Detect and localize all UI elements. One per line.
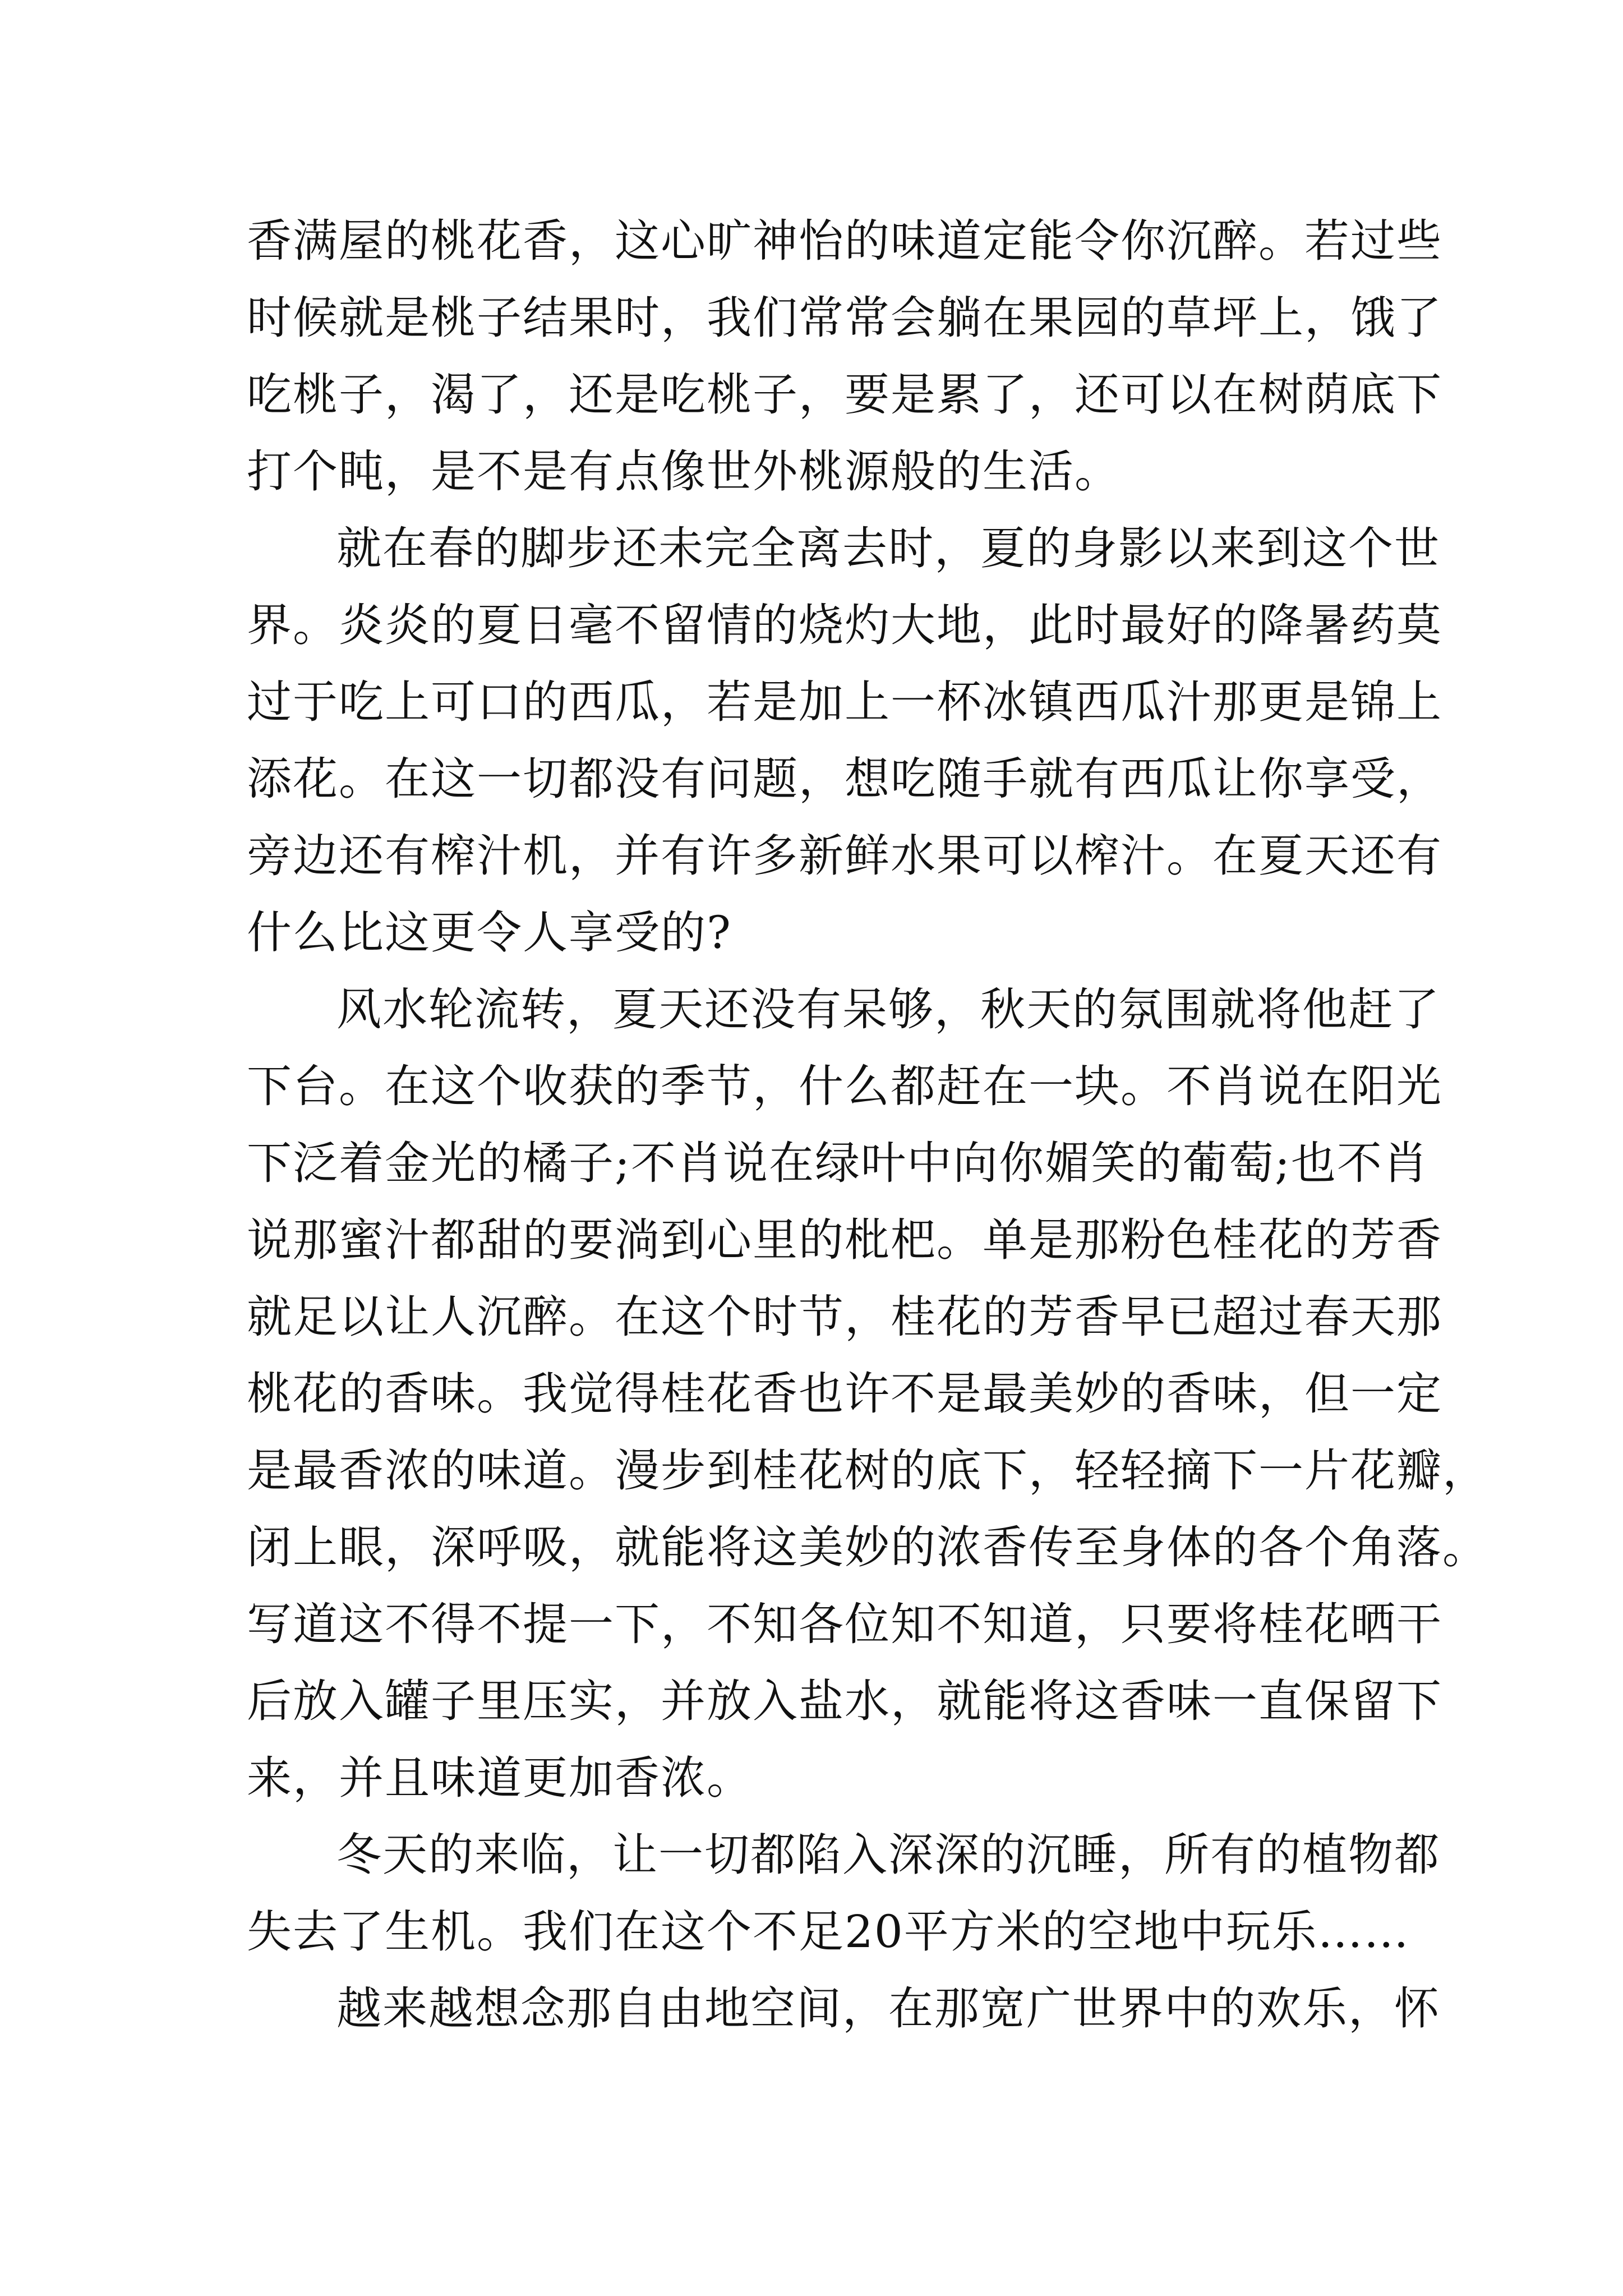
text-line: 旁边还有榨汁机，并有许多新鲜水果可以榨汁。在夏天还有 xyxy=(247,830,1442,882)
paragraph-first-line: 越来越想念那自由地空间，在那宽广世界中的欢乐，怀 xyxy=(336,1982,1440,2035)
text-line: 香满屋的桃花香，这心旷神怡的味道定能令你沉醉。若过些 xyxy=(247,215,1442,267)
text-line: 写道这不得不提一下，不知各位知不知道，只要将桂花晒干 xyxy=(247,1598,1442,1650)
text-line: 后放入罐子里压实，并放入盐水，就能将这香味一直保留下 xyxy=(247,1675,1442,1727)
text-line: 下泛着金光的橘子;不肖说在绿叶中向你媚笑的葡萄;也不肖 xyxy=(247,1137,1429,1189)
text-line: 界。炎炎的夏日毫不留情的烧灼大地，此时最好的降暑药莫 xyxy=(247,599,1442,651)
text-line: 来，并且味道更加香浓。 xyxy=(247,1752,753,1804)
text-line: 打个盹，是不是有点像世外桃源般的生活。 xyxy=(247,445,1121,498)
text-line: 是最香浓的味道。漫步到桂花树的底下，轻轻摘下一片花瓣， xyxy=(247,1444,1488,1497)
text-line: 吃桃子，渴了，还是吃桃子，要是累了，还可以在树荫底下 xyxy=(247,369,1442,421)
text-line: 过于吃上可口的西瓜，若是加上一杯冰镇西瓜汁那更是锦上 xyxy=(247,676,1442,728)
text-line: 时候就是桃子结果时，我们常常会躺在果园的草坪上，饿了 xyxy=(247,292,1442,344)
text-line: 闭上眼，深呼吸，就能将这美妙的浓香传至身体的各个角落。 xyxy=(247,1521,1488,1573)
text-line: 失去了生机。我们在这个不足20平方米的空地中玩乐…… xyxy=(247,1906,1410,1958)
paragraph-first-line: 风水轮流转，夏天还没有呆够，秋天的氛围就将他赶了 xyxy=(336,983,1440,1036)
text-line: 桃花的香味。我觉得桂花香也许不是最美妙的香味，但一定 xyxy=(247,1368,1442,1420)
text-line: 就足以让人沉醉。在这个时节，桂花的芳香早已超过春天那 xyxy=(247,1291,1442,1343)
text-line: 说那蜜汁都甜的要淌到心里的枇杷。单是那粉色桂花的芳香 xyxy=(247,1214,1442,1266)
paragraph-first-line: 冬天的来临，让一切都陷入深深的沉睡，所有的植物都 xyxy=(336,1829,1440,1881)
text-line: 添花。在这一切都没有问题，想吃随手就有西瓜让你享受， xyxy=(247,753,1442,805)
paragraph-first-line: 就在春的脚步还未完全离去时，夏的身影以来到这个世 xyxy=(336,522,1440,574)
text-line: 下台。在这个收获的季节，什么都赶在一块。不肖说在阳光 xyxy=(247,1060,1442,1112)
text-line: 什么比这更令人享受的? xyxy=(247,907,732,959)
